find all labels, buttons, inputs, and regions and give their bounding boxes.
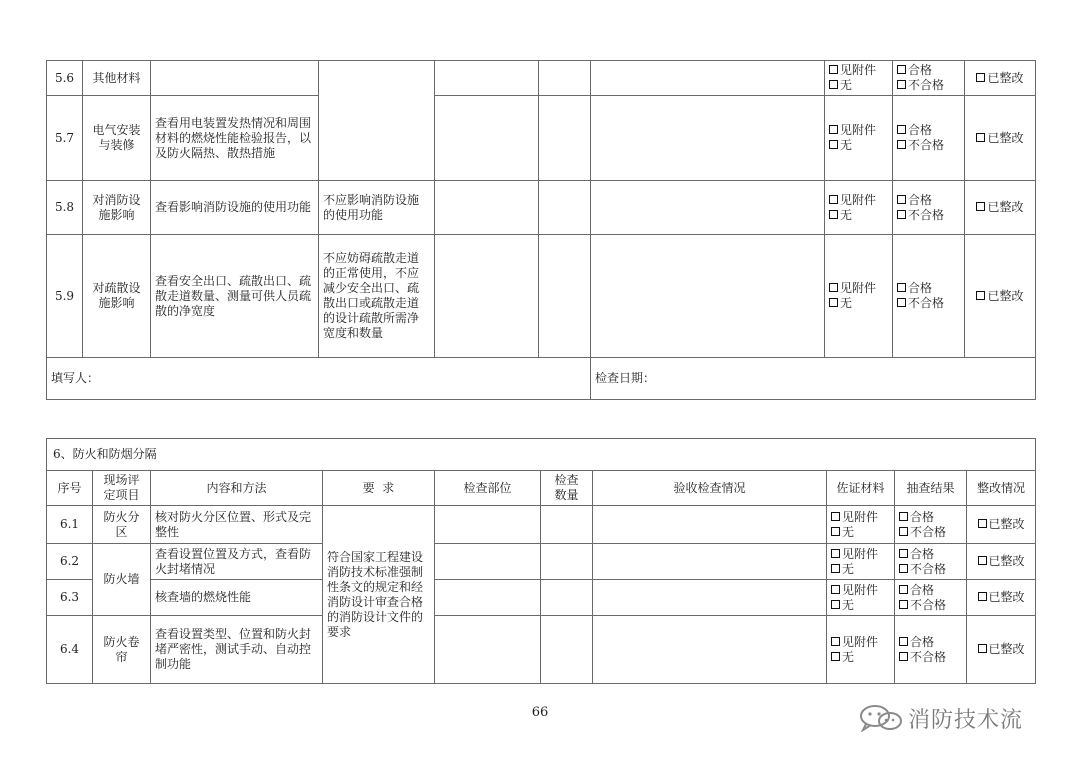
result-pass-checkbox[interactable]: 合格 (897, 193, 960, 208)
rectification-cell (967, 544, 1036, 580)
rectification-cell (967, 616, 1036, 684)
section-title: 6、防火和防烟分隔 (47, 439, 1036, 471)
row-item: 防火分 区 (93, 506, 151, 544)
check-part-cell[interactable] (435, 616, 541, 684)
result-fail-checkbox[interactable]: 不合格 (899, 562, 962, 577)
evidence-attached-checkbox[interactable]: 见附件 (831, 583, 890, 598)
row-requirement: 符合国家工程建设消防技术标准强制性条文的规定和经消防设计审查合格的消防设计文件的要求 (323, 506, 435, 684)
situation-cell[interactable] (593, 616, 827, 684)
row-item: 防火卷 帘 (93, 616, 151, 684)
row-number: 5.6 (47, 61, 83, 96)
watermark (858, 700, 1058, 734)
result-cell (895, 506, 967, 544)
evidence-cell (827, 580, 895, 616)
result-fail-checkbox[interactable]: 不合格 (897, 138, 960, 153)
evidence-none-checkbox[interactable]: 无 (831, 525, 890, 540)
section-title-row (47, 439, 1036, 471)
situation-cell[interactable] (591, 96, 825, 181)
evidence-attached-checkbox[interactable]: 见附件 (831, 547, 890, 562)
check-qty-cell[interactable] (539, 96, 591, 181)
header-evidence: 佐证材料 (827, 471, 895, 506)
evidence-none-checkbox[interactable]: 无 (831, 598, 890, 613)
check-part-cell[interactable] (435, 96, 539, 181)
row-number: 5.8 (47, 181, 83, 235)
row-requirement: 不应影响消防设施的使用功能 (319, 181, 435, 235)
row-item: 电气安装 与装修 (83, 96, 151, 181)
result-fail-checkbox[interactable]: 不合格 (899, 525, 962, 540)
check-qty-cell[interactable] (541, 616, 593, 684)
result-pass-checkbox[interactable]: 合格 (899, 547, 962, 562)
check-date-label: 检查日期： (591, 358, 1036, 400)
evidence-attached-checkbox[interactable]: 见附件 (831, 635, 890, 650)
rectified-checkbox[interactable]: 已整改 (978, 554, 1025, 568)
evidence-none-checkbox[interactable]: 无 (829, 296, 888, 311)
situation-cell[interactable] (593, 506, 827, 544)
result-pass-checkbox[interactable]: 合格 (899, 510, 962, 525)
signature-row (47, 358, 1036, 400)
row-number: 6.3 (47, 580, 93, 616)
result-fail-checkbox[interactable]: 不合格 (897, 296, 960, 311)
table-row (47, 544, 1036, 580)
result-fail-checkbox[interactable]: 不合格 (897, 208, 960, 223)
table-row (47, 506, 1036, 544)
rectified-checkbox[interactable]: 已整改 (976, 200, 1023, 214)
situation-cell[interactable] (591, 235, 825, 358)
watermark-text: 消防技术流 (908, 708, 1024, 733)
header-result: 抽查结果 (895, 471, 967, 506)
evidence-none-checkbox[interactable]: 无 (831, 650, 890, 665)
evidence-none-checkbox[interactable]: 无 (829, 78, 888, 93)
evidence-cell (825, 235, 893, 358)
row-number: 5.7 (47, 96, 83, 181)
header-no: 序号 (47, 471, 93, 506)
evidence-none-checkbox[interactable]: 无 (829, 138, 888, 153)
rectified-checkbox[interactable]: 已整改 (978, 517, 1025, 531)
evidence-attached-checkbox[interactable]: 见附件 (831, 510, 890, 525)
evidence-attached-checkbox[interactable]: 见附件 (829, 281, 888, 296)
row-item: 防火墙 (93, 544, 151, 616)
situation-cell[interactable] (593, 544, 827, 580)
row-method: 核查墙的燃烧性能 (151, 580, 323, 616)
row-requirement (319, 61, 435, 181)
row-method: 查看安全出口、疏散出口、疏散走道数量、测量可供人员疏散的净宽度 (151, 235, 319, 358)
result-cell (895, 544, 967, 580)
row-number: 6.1 (47, 506, 93, 544)
check-part-cell[interactable] (435, 181, 539, 235)
row-item: 对消防设 施影响 (83, 181, 151, 235)
row-method: 查看设置类型、位置和防火封堵严密性，测试手动、自动控制功能 (151, 616, 323, 684)
result-fail-checkbox[interactable]: 不合格 (897, 78, 960, 93)
evidence-cell (825, 61, 893, 96)
page-number: 66 (531, 705, 549, 720)
table-row (47, 181, 1036, 235)
filler-label: 填写人： (47, 358, 591, 400)
result-pass-checkbox[interactable]: 合格 (897, 63, 960, 78)
table-header-row (47, 471, 1036, 506)
rectified-checkbox[interactable]: 已整改 (978, 590, 1025, 604)
rectification-cell (965, 235, 1036, 358)
header-rectification: 整改情况 (967, 471, 1036, 506)
table-section-6 (46, 438, 1036, 684)
check-part-cell[interactable] (435, 544, 541, 580)
rectification-cell (967, 506, 1036, 544)
evidence-cell (825, 96, 893, 181)
evidence-cell (827, 616, 895, 684)
check-qty-cell[interactable] (539, 61, 591, 96)
evidence-cell (827, 544, 895, 580)
evidence-attached-checkbox[interactable]: 见附件 (829, 193, 888, 208)
result-cell (895, 580, 967, 616)
check-part-cell[interactable] (435, 580, 541, 616)
row-method: 核对防火分区位置、形式及完整性 (151, 506, 323, 544)
header-situation: 验收检查情况 (593, 471, 827, 506)
result-pass-checkbox[interactable]: 合格 (899, 635, 962, 650)
result-cell (893, 61, 965, 96)
result-fail-checkbox[interactable]: 不合格 (899, 598, 962, 613)
check-part-cell[interactable] (435, 235, 539, 358)
check-qty-cell[interactable] (541, 506, 593, 544)
check-qty-cell[interactable] (539, 235, 591, 358)
row-item: 对疏散设 施影响 (83, 235, 151, 358)
evidence-cell (827, 506, 895, 544)
result-cell (893, 181, 965, 235)
row-method: 查看用电装置发热情况和周围材料的燃烧性能检验报告，以及防火隔热、散热措施 (151, 96, 319, 181)
evidence-none-checkbox[interactable]: 无 (831, 562, 890, 577)
rectification-cell (967, 580, 1036, 616)
rectified-checkbox[interactable]: 已整改 (978, 642, 1025, 656)
result-pass-checkbox[interactable]: 合格 (899, 583, 962, 598)
rectification-cell (965, 181, 1036, 235)
table-row (47, 580, 1036, 616)
evidence-cell (825, 181, 893, 235)
wechat-icon (858, 704, 904, 732)
rectified-checkbox[interactable]: 已整改 (976, 71, 1023, 85)
result-pass-checkbox[interactable]: 合格 (897, 123, 960, 138)
result-fail-checkbox[interactable]: 不合格 (899, 650, 962, 665)
table-section-5 (46, 60, 1036, 400)
row-method (151, 61, 319, 96)
check-qty-cell[interactable] (539, 181, 591, 235)
rectified-checkbox[interactable]: 已整改 (976, 289, 1023, 303)
header-qty: 检查 数量 (541, 471, 593, 506)
situation-cell[interactable] (593, 580, 827, 616)
table-row (47, 616, 1036, 684)
rectification-cell (965, 61, 1036, 96)
check-part-cell[interactable] (435, 506, 541, 544)
evidence-none-checkbox[interactable]: 无 (829, 208, 888, 223)
rectified-checkbox[interactable]: 已整改 (976, 131, 1023, 145)
check-qty-cell[interactable] (541, 580, 593, 616)
table-row (47, 61, 1036, 96)
header-part: 检查部位 (435, 471, 541, 506)
rectification-cell (965, 96, 1036, 181)
situation-cell[interactable] (591, 61, 825, 96)
check-part-cell[interactable] (435, 61, 539, 96)
result-cell (895, 616, 967, 684)
table-row (47, 235, 1036, 358)
header-method: 内容和方法 (151, 471, 323, 506)
row-number: 6.4 (47, 616, 93, 684)
row-requirement: 不应妨碍疏散走道的正常使用，不应减少安全出口、疏散出口或疏散走道的设计疏散所需净宽度和数量 (319, 235, 435, 358)
row-number: 6.2 (47, 544, 93, 580)
situation-cell[interactable] (591, 181, 825, 235)
header-requirement: 要 求 (323, 471, 435, 506)
row-method: 查看设置位置及方式，查看防火封堵情况 (151, 544, 323, 580)
row-method: 查看影响消防设施的使用功能 (151, 181, 319, 235)
result-cell (893, 235, 965, 358)
row-item: 其他材料 (83, 61, 151, 96)
row-number: 5.9 (47, 235, 83, 358)
evidence-attached-checkbox[interactable]: 见附件 (829, 123, 888, 138)
check-qty-cell[interactable] (541, 544, 593, 580)
table-row (47, 96, 1036, 181)
evidence-attached-checkbox[interactable]: 见附件 (829, 63, 888, 78)
result-cell (893, 96, 965, 181)
result-pass-checkbox[interactable]: 合格 (897, 281, 960, 296)
header-item: 现场评 定项目 (93, 471, 151, 506)
